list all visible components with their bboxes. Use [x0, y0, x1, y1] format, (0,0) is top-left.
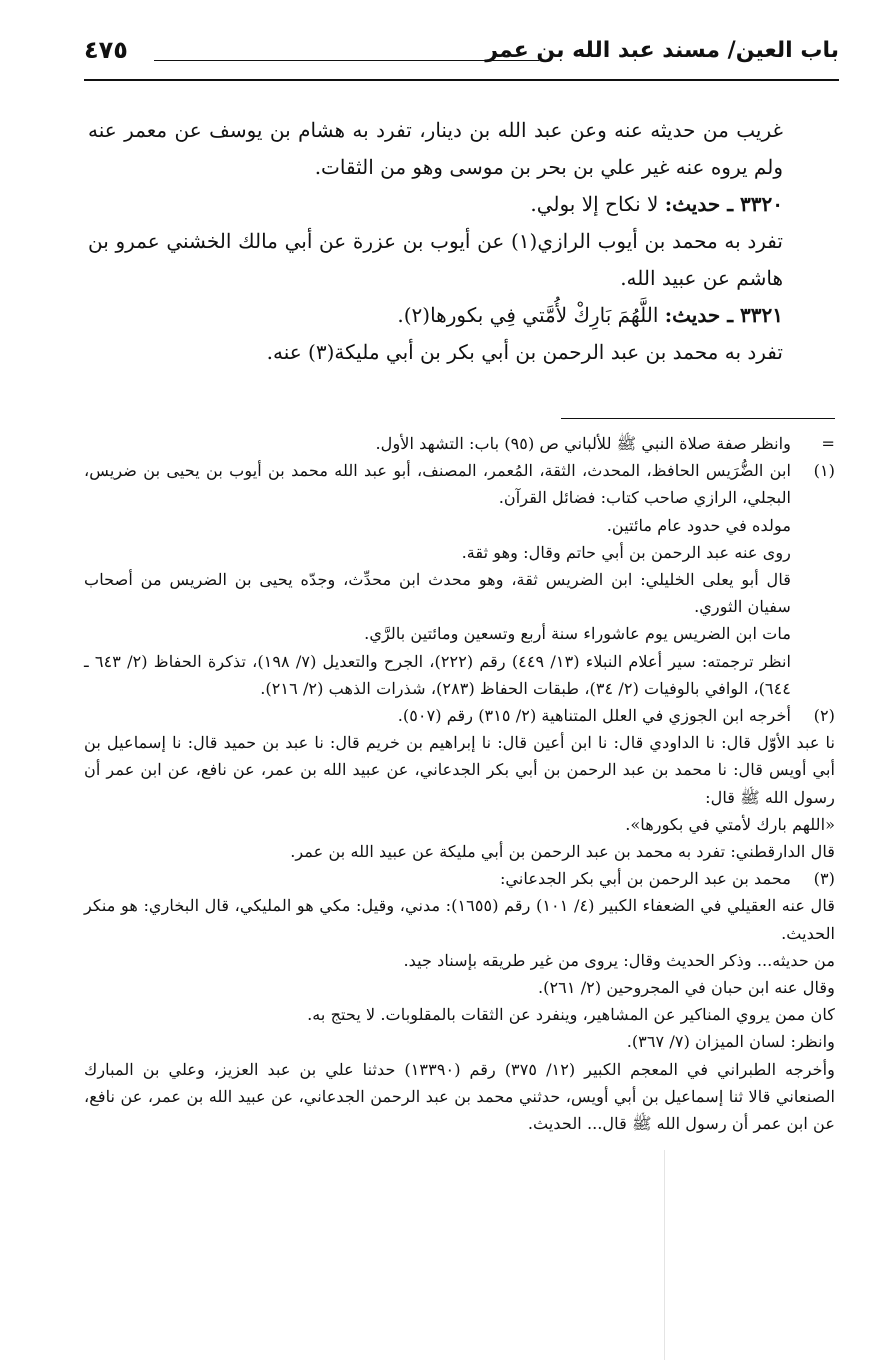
hadith-keyword: حديث: — [664, 303, 721, 327]
footnote-2-continuation — [84, 729, 835, 865]
footnote-line: كان ممن يروي المناكير عن المشاهير، وينفرد عن الثقات بالمقلوبات. لا يحتج به. — [307, 1005, 835, 1025]
scan-fold-shadow — [664, 1150, 665, 1360]
page-number: ٤٧٥ — [84, 36, 128, 64]
header-rule — [154, 60, 539, 61]
footnote-line: «اللهم بارك لأمتي في بكورها». — [625, 814, 835, 834]
footnote-line: محمد بن عبد الرحمن بن أبي بكر الجدعاني: — [499, 869, 791, 889]
hadith-text: لا نكاح إلا بولي. — [530, 192, 665, 216]
footnote-mark: = — [821, 434, 835, 453]
hadith-dash: ـ — [720, 303, 741, 327]
footnote-mark: (٢) — [813, 706, 835, 726]
paragraph: غريب من حديثه عنه وعن عبد الله بن دينار، تفرد به هشام بن يوسف عن معمر عنه ولم يروه عنه غير علي بن بحر بن موسى وهو من الثقات. — [88, 118, 783, 179]
hadith-number: ٣٣٢٠ — [740, 192, 783, 216]
footnote-line: مولده في حدود عام مائتين. — [606, 515, 791, 535]
footnote-line: قال الدارقطني: تفرد به محمد بن عبد الرحمن بن أبي مليكة عن عبيد الله بن عمر. — [290, 842, 835, 862]
footnote-line: قال أبو يعلى الخليلي: ابن الضريس ثقة، وهو محدث ابن محدِّث، وجدّه يحيى بن الضريس من أصحاب سفيان الثوري. — [84, 570, 791, 617]
footnote-line: وقال عنه ابن حبان في المجروحين (٢/ ٢٦١). — [537, 978, 835, 998]
footnote-line: روى عنه عبد الرحمن بن أبي حاتم وقال: وهو ثقة. — [461, 542, 791, 562]
footnote-line: وانظر: لسان الميزان (٧/ ٣٦٧). — [626, 1032, 835, 1052]
footnote-3 — [84, 865, 835, 892]
paragraph: تفرد به محمد بن عبد الرحمن بن أبي بكر بن أبي مليكة(٣) عنه. — [266, 340, 783, 364]
hadith-number: ٣٣٢١ — [740, 303, 783, 327]
running-header — [84, 34, 839, 74]
footnote-3-continuation — [84, 892, 835, 1137]
footnote-line: قال عنه العقيلي في الضعفاء الكبير (٤/ ١٠١) رقم (١٦٥٥): مدني، وقيل: مكي هو المليكي، قال البخاري: هو منكر الحديث. — [84, 896, 835, 943]
footnote-separator — [561, 418, 835, 419]
footnote-line: أخرجه ابن الجوزي في العلل المتناهية (٢/ ٣١٥) رقم (٥٠٧). — [397, 706, 791, 726]
footnote-text: وانظر صفة صلاة النبي ﷺ للألباني ص (٩٥) باب: التشهد الأول. — [375, 434, 791, 453]
footnote-line: انظر ترجمته: سير أعلام النبلاء (١٣/ ٤٤٩) رقم (٢٢٢)، الجرح والتعديل (٧/ ١٩٨)، تذكرة الحفاظ (٢/ ٦٤٣ ـ ٦٤٤)، الوافي بالوفيات (٢/ ٣٤)، طبقات الحفاظ (٢٨٣)، شذرات الذهب (٢/ ٢١٦). — [84, 651, 792, 698]
footnote-mark: (٣) — [813, 869, 835, 889]
footnote-line: مات ابن الضريس يوم عاشوراء سنة أربع وتسعين ومائتين بالرَّي. — [364, 624, 791, 644]
footnote-1 — [84, 457, 835, 702]
footnote-2 — [84, 702, 835, 729]
footnote-line: نا عبد الأوّل قال: نا الداودي قال: نا ابن أعين قال: نا إبراهيم بن خريم قال: نا عبد بن حميد قال: نا إسماعيل بن أبي أويس قال: نا محمد بن عبد الرحمن بن أبي بكر الجدعاني، عن عبيد الله بن عمر، عن نافع، عن ابن عمر أن رسول الله ﷺ قال: — [84, 733, 835, 807]
main-text — [88, 112, 835, 371]
hadith-keyword: حديث: — [664, 192, 721, 216]
footnote-line: وأخرجه الطبراني في المعجم الكبير (١٢/ ٣٧٥) رقم (١٣٣٩٠) حدثنا علي بن عبد العزيز، وعلي بن المبارك الصنعاني قالا ثنا إسماعيل بن أبي أويس، حدثني محمد بن عبد الرحمن الجدعاني، عن عبيد الله بن عمر، عن نافع، عن ابن عمر أن رسول الله ﷺ قال... الحديث. — [84, 1059, 835, 1134]
chapter-title: باب العين/ مسند عبد الله بن عمر — [485, 38, 839, 63]
hadith-dash: ـ — [720, 192, 741, 216]
hadith-entry — [88, 186, 835, 223]
hadith-text: اللَّهُمَ بَارِكْ لأُمَّتي فِي بكورها(٢). — [397, 303, 665, 327]
footnote-line: ابن الضُّرَيس الحافظ، المحدث، الثقة، المُعمر، المصنف، أبو عبد الله محمد بن أيوب بن يحيى بن ضريس، البجلي، الرازي صاحب كتاب: فضائل القرآن. — [84, 461, 791, 508]
footnote-line: من حديثه... وذكر الحديث وقال: يروى من غير طريقه بإسناد جيد. — [403, 950, 835, 970]
footnote-carryover — [84, 430, 835, 457]
footnotes — [84, 430, 835, 1137]
paragraph: تفرد به محمد بن أيوب الرازي(١) عن أيوب بن عزرة عن أبي مالك الخشني عمرو بن هاشم عن عبيد الله. — [88, 229, 783, 290]
footnote-mark: (١) — [813, 461, 835, 481]
hadith-entry — [88, 297, 835, 334]
header-divider — [84, 79, 839, 81]
